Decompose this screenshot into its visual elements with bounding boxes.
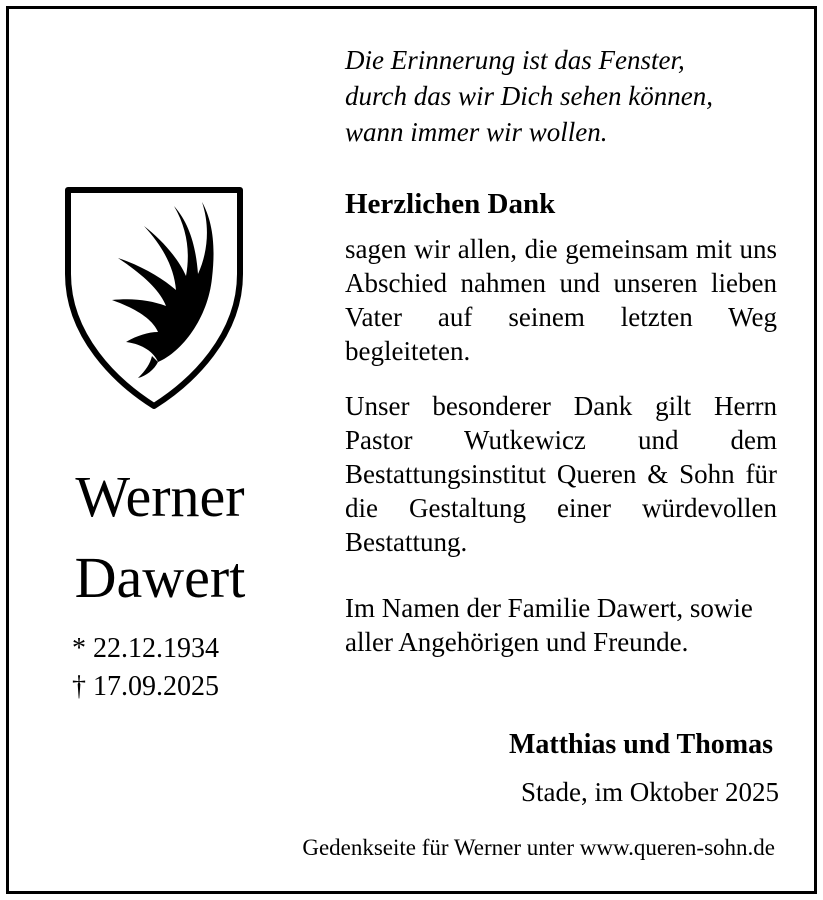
place-date: Stade, im Oktober 2025 (521, 777, 779, 807)
birth-date: * 22.12.1934 (72, 633, 219, 664)
deceased-last-name: Dawert (74, 545, 246, 610)
deceased-first-name: Werner (75, 464, 245, 529)
memorial-poem (345, 42, 785, 150)
coat-of-arms-shield-icon (62, 186, 246, 412)
thanks-paragraph-1: sagen wir allen, die gemeinsam mit uns Abschied nahmen und unseren lieben Vater auf seinem letzten Weg begleiteten. (345, 234, 777, 366)
family-paragraph: Im Namen der Familie Dawert, sowie aller Angehörigen und Freunde. (345, 593, 753, 657)
poem-line: Die Erinnerung ist das Fenster, (345, 45, 685, 75)
poem-line: durch das wir Dich sehen können, (345, 81, 713, 111)
thanks-heading: Herzlichen Dank (345, 188, 556, 220)
signers: Matthias und Thomas (508, 729, 773, 760)
poem-line: wann immer wir wollen. (345, 117, 608, 147)
thanks-paragraph-2: Unser besonderer Dank gilt Herrn Pastor Wutkewicz und dem Bestattungsinstitut Queren & Sohn für die Gestaltung einer würdevollen Bestattung. (345, 391, 777, 557)
death-date: † 17.09.2025 (72, 671, 219, 702)
memorial-page-note: Gedenkseite für Werner unter www.queren-sohn.de (302, 835, 775, 860)
life-dates (72, 630, 219, 706)
